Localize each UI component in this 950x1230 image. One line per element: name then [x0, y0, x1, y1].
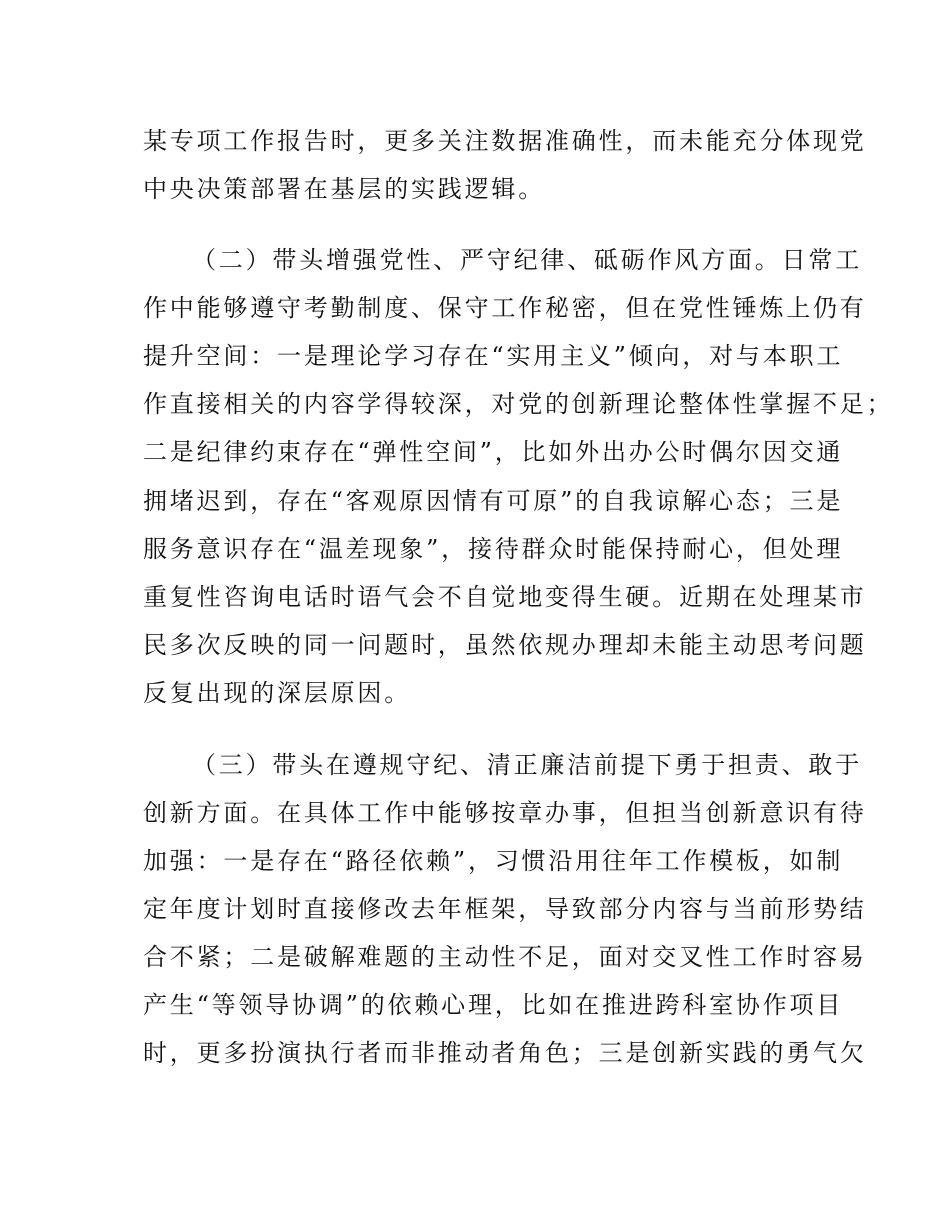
paragraph-2-heading-line: （二）带头增强党性、严守纪律、砥砺作风方面。日常工 — [192, 246, 862, 274]
text-line: 中央决策部署在基层的实践逻辑。 — [143, 175, 545, 203]
text-line: 反复出现的深层原因。 — [143, 679, 411, 707]
text-line: 合不紧；二是破解难题的主动性不足，面对交叉性工作时容易 — [143, 943, 867, 971]
text-line: 创新方面。在具体工作中能够按章办事，但担当创新意识有待 — [143, 799, 867, 827]
text-line: 提升空间：一是理论学习存在“实用主义”倾向，对与本职工 — [143, 342, 844, 370]
text-line: 重复性咨询电话时语气会不自觉地变得生硬。近期在处理某市 — [143, 583, 867, 611]
text-line: 时，更多扮演执行者而非推动者角色；三是创新实践的勇气欠 — [143, 1039, 867, 1067]
text-line: 二是纪律约束存在“弹性空间”，比如外出办公时偶尔因交通 — [143, 438, 844, 466]
text-line: 产生“等领导协调”的依赖心理，比如在推进跨科室协作项目 — [143, 991, 844, 1019]
paragraph-3-heading-line: （三）带头在遵规守纪、清正廉洁前提下勇于担责、敢于 — [192, 751, 862, 779]
text-line: 某专项工作报告时，更多关注数据准确性，而未能充分体现党 — [143, 127, 867, 155]
text-line: 作中能够遵守考勤制度、保守工作秘密，但在党性锤炼上仍有 — [143, 294, 867, 322]
text-line: 民多次反映的同一问题时，虽然依规办理却未能主动思考问题 — [143, 631, 867, 659]
text-line: 作直接相关的内容学得较深，对党的创新理论整体性掌握不足； — [143, 390, 894, 418]
text-line: 拥堵迟到，存在“客观原因情有可原”的自我谅解心态；三是 — [143, 487, 844, 515]
text-line: 服务意识存在“温差现象”，接待群众时能保持耐心，但处理 — [143, 535, 844, 563]
text-line: 定年度计划时直接修改去年框架，导致部分内容与当前形势结 — [143, 895, 867, 923]
text-line: 加强：一是存在“路径依赖”，习惯沿用往年工作模板，如制 — [143, 847, 844, 875]
